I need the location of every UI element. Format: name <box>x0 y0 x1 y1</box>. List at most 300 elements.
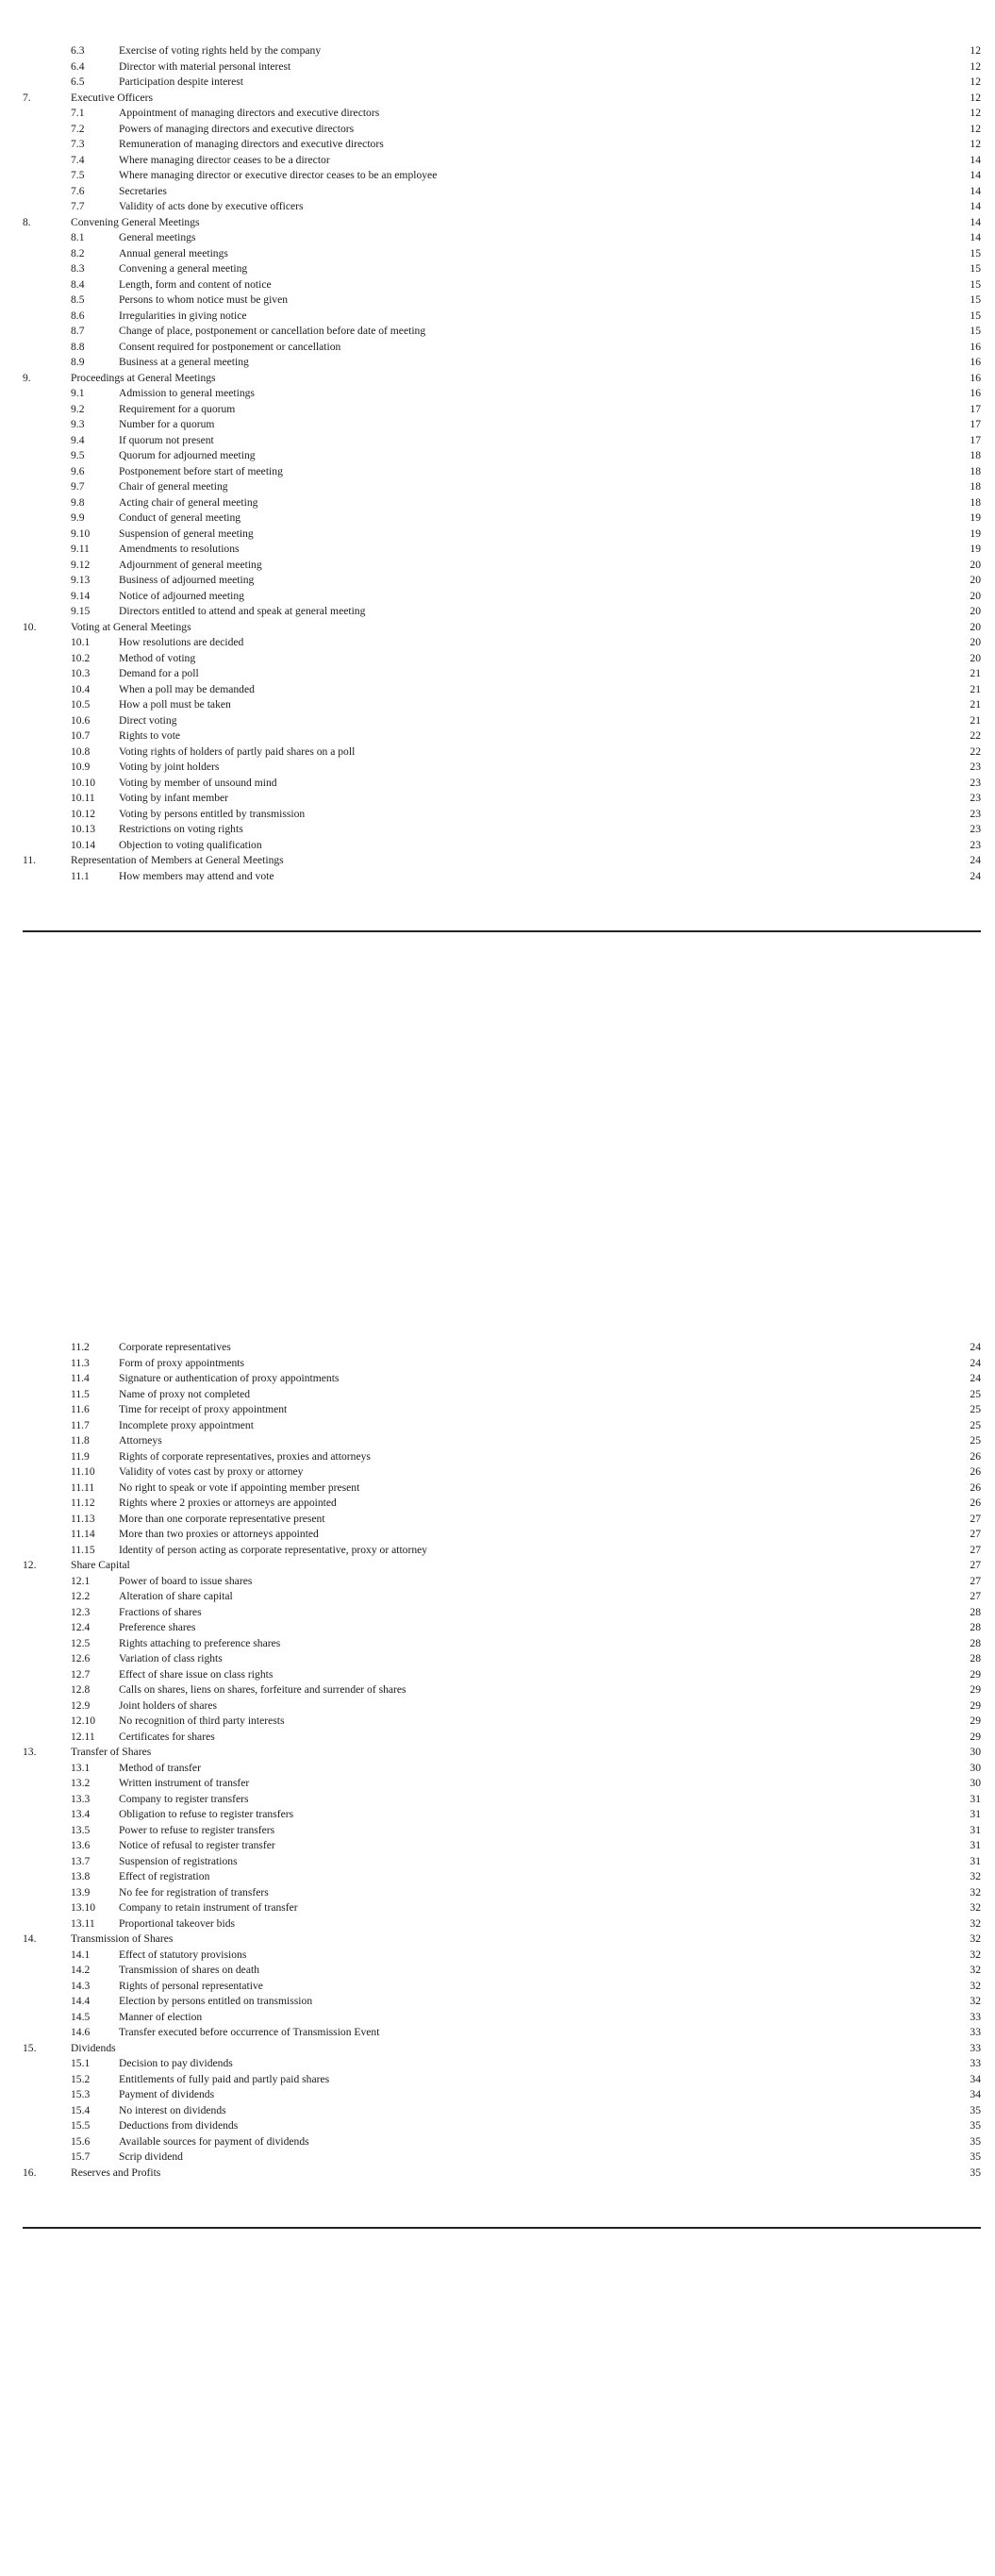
toc-subsection-row <box>0 1761 995 1777</box>
toc-page-number: 15 <box>970 293 981 306</box>
toc-page-number: 26 <box>970 1480 981 1494</box>
toc-number: 11.9 <box>71 1449 90 1463</box>
toc-title: Attorneys <box>119 1434 162 1447</box>
toc-title: Consent required for postponement or cancellation <box>119 340 341 353</box>
toc-subsection-row <box>0 137 995 153</box>
toc-subsection-row <box>0 2010 995 2026</box>
toc-number: 11.15 <box>71 1543 95 1556</box>
toc-title: Number for a quorum <box>119 418 215 430</box>
toc-page-number: 33 <box>970 2010 981 2023</box>
toc-title: Obligation to refuse to register transfers <box>119 1808 294 1820</box>
toc-section-row <box>0 2041 995 2057</box>
toc-title: Payment of dividends <box>119 2088 215 2100</box>
toc-subsection-row <box>0 1387 995 1403</box>
toc-page-number: 21 <box>970 698 981 711</box>
toc-number: 15.5 <box>71 2119 91 2132</box>
toc-section-row <box>0 215 995 231</box>
toc-title: Restrictions on voting rights <box>119 823 243 835</box>
toc-page-number: 20 <box>970 636 981 648</box>
toc-title: Effect of share issue on class rights <box>119 1667 274 1681</box>
toc-page-number: 35 <box>970 2166 981 2179</box>
toc-title: Exercise of voting rights held by the company <box>119 44 322 57</box>
toc-title: Power of board to issue shares <box>119 1574 253 1587</box>
toc-subsection-row <box>0 1869 995 1885</box>
toc-number: 14.5 <box>71 2010 91 2023</box>
toc-subsection-row <box>0 168 995 184</box>
toc-page-number: 27 <box>970 1574 981 1587</box>
toc-section-row <box>0 853 995 869</box>
toc-number: 13.2 <box>71 1777 91 1789</box>
toc-page-number: 31 <box>970 1792 981 1805</box>
toc-number: 11.2 <box>71 1341 90 1353</box>
toc-page-number: 28 <box>970 1652 981 1664</box>
toc-page-number: 32 <box>970 1885 981 1899</box>
toc-title: Rights of personal representative <box>119 1979 263 1992</box>
toc-page-number: 17 <box>970 402 981 415</box>
toc-subsection-row <box>0 510 995 527</box>
toc-page-number: 14 <box>970 200 981 212</box>
toc-page-number: 27 <box>970 1528 981 1540</box>
toc-page-number: 29 <box>970 1683 981 1696</box>
toc-number: 14.2 <box>71 1964 91 1976</box>
toc-number: 13.10 <box>71 1901 96 1914</box>
toc-subsection-row <box>0 1464 995 1480</box>
toc-section-row <box>0 620 995 636</box>
toc-page-number: 21 <box>970 682 981 695</box>
toc-number: 9.5 <box>71 449 85 461</box>
toc-number: 16. <box>23 2166 37 2179</box>
toc-subsection-row <box>0 1792 995 1808</box>
toc-number: 6.3 <box>71 44 85 57</box>
toc-page-number: 23 <box>970 792 981 804</box>
toc-subsection-row <box>0 2087 995 2103</box>
toc-title: Certificates for shares <box>119 1730 215 1743</box>
toc-page-number: 15 <box>970 277 981 291</box>
toc-number: 8.9 <box>71 356 85 368</box>
toc-title: No right to speak or vote if appointing member present <box>119 1480 360 1494</box>
toc-title: Business at a general meeting <box>119 356 249 368</box>
toc-title: Proceedings at General Meetings <box>71 371 216 384</box>
toc-number: 11.8 <box>71 1434 90 1447</box>
toc-title: Scrip dividend <box>119 2150 183 2163</box>
toc-subsection-row <box>0 791 995 807</box>
toc-number: 12.1 <box>71 1574 91 1587</box>
toc-number: 11. <box>23 854 37 866</box>
toc-page-number: 15 <box>970 309 981 322</box>
toc-subsection-row <box>0 1667 995 1683</box>
toc-number: 10.9 <box>71 761 91 773</box>
toc-subsection-row <box>0 1730 995 1746</box>
toc-subsection-row <box>0 246 995 262</box>
toc-page-number: 20 <box>970 651 981 664</box>
toc-subsection-row <box>0 1480 995 1497</box>
toc-title: Validity of votes cast by proxy or attorney <box>119 1465 304 1478</box>
toc-page-number: 34 <box>970 2072 981 2085</box>
toc-title: More than one corporate representative present <box>119 1512 325 1525</box>
toc-subsection-row <box>0 869 995 885</box>
toc-page-number: 33 <box>970 2026 981 2038</box>
toc-title: Alteration of share capital <box>119 1590 233 1602</box>
toc-number: 7.7 <box>71 200 85 212</box>
toc-subsection-row <box>0 448 995 464</box>
toc-number: 12.6 <box>71 1652 91 1664</box>
toc-title: Rights of corporate representatives, proxies and attorneys <box>119 1449 371 1463</box>
toc-page-number: 24 <box>970 869 981 882</box>
toc-number: 10.4 <box>71 682 91 695</box>
toc-page-number: 31 <box>970 1839 981 1851</box>
toc-page-number: 12 <box>970 91 981 104</box>
toc-page-number: 27 <box>970 1512 981 1525</box>
toc-subsection-row <box>0 2072 995 2088</box>
toc-subsection-row <box>0 1371 995 1387</box>
toc-number: 9.13 <box>71 574 91 586</box>
toc-title: How resolutions are decided <box>119 636 244 648</box>
toc-number: 12.10 <box>71 1715 96 1727</box>
toc-subsection-row <box>0 1402 995 1418</box>
toc-number: 7.2 <box>71 122 85 135</box>
toc-page-number: 18 <box>970 495 981 509</box>
toc-title: Quorum for adjourned meeting <box>119 449 256 461</box>
toc-subsection-row <box>0 230 995 246</box>
toc-title: Time for receipt of proxy appointment <box>119 1403 288 1415</box>
toc-subsection-row <box>0 386 995 402</box>
toc-page-number: 19 <box>970 543 981 555</box>
toc-subsection-row <box>0 1823 995 1839</box>
toc-title: Proportional takeover bids <box>119 1916 235 1930</box>
toc-title: Variation of class rights <box>119 1652 223 1664</box>
toc-subsection-row <box>0 340 995 356</box>
toc-subsection-row <box>0 2025 995 2041</box>
toc-title: Voting by persons entitled by transmission <box>119 807 306 820</box>
toc-number: 9.1 <box>71 387 85 399</box>
toc-subsection-row <box>0 309 995 325</box>
toc-page-number: 23 <box>970 838 981 851</box>
toc-title: Irregularities in giving notice <box>119 309 247 322</box>
toc-page-number: 20 <box>970 620 981 633</box>
toc-subsection-row <box>0 1698 995 1715</box>
toc-page-number: 12 <box>970 75 981 88</box>
toc-number: 9. <box>23 371 31 384</box>
toc-number: 12.9 <box>71 1698 91 1712</box>
toc-number: 15.4 <box>71 2103 91 2116</box>
toc-number: 10.3 <box>71 667 91 679</box>
toc-number: 11.4 <box>71 1372 90 1384</box>
toc-section-row <box>0 2166 995 2182</box>
toc-number: 13.4 <box>71 1808 91 1820</box>
toc-number: 15.3 <box>71 2088 91 2100</box>
toc-subsection-row <box>0 635 995 651</box>
toc-title: Dividends <box>71 2041 116 2054</box>
toc-title: General meetings <box>119 231 196 243</box>
toc-number: 8.1 <box>71 231 85 243</box>
toc-subsection-row <box>0 1527 995 1543</box>
toc-number: 11.13 <box>71 1512 95 1525</box>
toc-page-number: 25 <box>970 1403 981 1415</box>
toc-subsection-row <box>0 43 995 59</box>
toc-number: 13.9 <box>71 1885 91 1899</box>
toc-page-number: 31 <box>970 1808 981 1820</box>
toc-subsection-row <box>0 822 995 838</box>
toc-subsection-row <box>0 1620 995 1636</box>
toc-page-number: 16 <box>970 371 981 384</box>
toc-number: 15.7 <box>71 2150 91 2163</box>
toc-number: 14.1 <box>71 1948 91 1961</box>
toc-page-1 <box>0 43 995 884</box>
toc-number: 15.1 <box>71 2057 91 2069</box>
toc-number: 12.5 <box>71 1636 91 1649</box>
toc-subsection-row <box>0 1356 995 1372</box>
toc-subsection-row <box>0 1963 995 1979</box>
toc-number: 10.13 <box>71 823 96 835</box>
toc-title: Joint holders of shares <box>119 1698 218 1712</box>
toc-page-number: 14 <box>970 153 981 166</box>
toc-page-number: 24 <box>970 1356 981 1369</box>
toc-subsection-row <box>0 355 995 371</box>
toc-number: 15. <box>23 2041 37 2054</box>
toc-subsection-row <box>0 2149 995 2166</box>
toc-title: Requirement for a quorum <box>119 402 236 415</box>
toc-subsection-row <box>0 682 995 698</box>
toc-number: 14. <box>23 1932 37 1945</box>
toc-number: 10.6 <box>71 713 91 727</box>
toc-subsection-row <box>0 697 995 713</box>
toc-subsection-row <box>0 2118 995 2134</box>
toc-title: Incomplete proxy appointment <box>119 1418 254 1431</box>
toc-number: 13.7 <box>71 1854 91 1867</box>
toc-number: 13.11 <box>71 1916 95 1930</box>
toc-number: 8.7 <box>71 325 85 337</box>
toc-number: 11.10 <box>71 1465 95 1478</box>
toc-page-number: 15 <box>970 325 981 337</box>
toc-number: 8.3 <box>71 262 85 275</box>
toc-number: 12.3 <box>71 1605 91 1618</box>
toc-subsection-row <box>0 1449 995 1465</box>
toc-number: 8. <box>23 215 31 228</box>
toc-page-number: 26 <box>970 1497 981 1509</box>
toc-page-number: 32 <box>970 1979 981 1992</box>
toc-title: Transfer of Shares <box>71 1746 152 1758</box>
toc-page-number: 12 <box>970 44 981 57</box>
toc-subsection-row <box>0 1854 995 1870</box>
toc-title: Suspension of registrations <box>119 1854 238 1867</box>
toc-subsection-row <box>0 1574 995 1590</box>
toc-subsection-row <box>0 417 995 433</box>
toc-subsection-row <box>0 324 995 340</box>
toc-title: Convening a general meeting <box>119 262 248 275</box>
toc-title: Amendments to resolutions <box>119 543 240 555</box>
toc-title: Voting at General Meetings <box>71 620 191 633</box>
toc-subsection-row <box>0 1605 995 1621</box>
toc-title: Identity of person acting as corporate representative, proxy or attorney <box>119 1543 428 1556</box>
toc-section-row <box>0 1558 995 1574</box>
toc-number: 9.6 <box>71 464 85 477</box>
toc-number: 7.5 <box>71 169 85 181</box>
toc-title: Postponement before start of meeting <box>119 464 283 477</box>
toc-page-number: 14 <box>970 169 981 181</box>
toc-title: Fractions of shares <box>119 1605 202 1618</box>
toc-title: Calls on shares, liens on shares, forfeiture and surrender of shares <box>119 1683 406 1696</box>
toc-subsection-row <box>0 1776 995 1792</box>
toc-title: Where managing director ceases to be a director <box>119 153 330 166</box>
toc-section-row <box>0 371 995 387</box>
toc-subsection-row <box>0 1512 995 1528</box>
toc-page-number: 32 <box>970 1964 981 1976</box>
toc-page-number: 19 <box>970 527 981 540</box>
toc-title: Transmission of shares on death <box>119 1964 259 1976</box>
toc-title: Company to register transfers <box>119 1792 249 1805</box>
toc-page-number: 35 <box>970 2103 981 2116</box>
toc-page-number: 23 <box>970 807 981 820</box>
toc-number: 10.7 <box>71 729 91 742</box>
toc-title: Rights attaching to preference shares <box>119 1636 281 1649</box>
toc-title: Conduct of general meeting <box>119 511 241 524</box>
toc-number: 8.2 <box>71 246 85 259</box>
toc-subsection-row <box>0 1636 995 1652</box>
toc-title: Secretaries <box>119 184 167 197</box>
toc-number: 9.2 <box>71 402 85 415</box>
toc-number: 9.15 <box>71 605 91 617</box>
toc-page-number: 16 <box>970 340 981 353</box>
toc-subsection-row <box>0 261 995 277</box>
toc-page-number: 32 <box>970 1932 981 1945</box>
toc-subsection-row <box>0 1900 995 1916</box>
toc-page-number: 32 <box>970 1870 981 1882</box>
toc-number: 12. <box>23 1559 37 1571</box>
toc-page-number: 33 <box>970 2057 981 2069</box>
toc-section-row <box>0 1745 995 1761</box>
toc-page-number: 23 <box>970 823 981 835</box>
toc-number: 9.4 <box>71 433 85 446</box>
toc-title: Share Capital <box>71 1559 130 1571</box>
toc-page-number: 15 <box>970 246 981 259</box>
toc-number: 6.5 <box>71 75 85 88</box>
toc-number: 9.10 <box>71 527 91 540</box>
toc-page-number: 31 <box>970 1823 981 1836</box>
toc-title: Participation despite interest <box>119 75 244 88</box>
toc-page-number: 22 <box>970 744 981 758</box>
toc-page-number: 30 <box>970 1761 981 1774</box>
toc-number: 11.6 <box>71 1403 90 1415</box>
toc-subsection-row <box>0 1885 995 1901</box>
toc-title: Rights to vote <box>119 729 181 742</box>
toc-title: Corporate representatives <box>119 1341 231 1353</box>
toc-subsection-row <box>0 1807 995 1823</box>
toc-number: 14.4 <box>71 1995 91 2007</box>
toc-subsection-row <box>0 1543 995 1559</box>
toc-page-number: 21 <box>970 667 981 679</box>
toc-number: 10.2 <box>71 651 91 664</box>
toc-page-number: 16 <box>970 356 981 368</box>
toc-number: 10.1 <box>71 636 91 648</box>
toc-title: Validity of acts done by executive officers <box>119 200 304 212</box>
toc-subsection-row <box>0 542 995 558</box>
toc-section-row <box>0 1932 995 1948</box>
toc-number: 7.6 <box>71 184 85 197</box>
toc-number: 9.14 <box>71 589 91 602</box>
toc-number: 8.6 <box>71 309 85 322</box>
toc-title: How a poll must be taken <box>119 698 231 711</box>
toc-page-number: 15 <box>970 262 981 275</box>
toc-number: 10.11 <box>71 792 95 804</box>
toc-title: Transfer executed before occurrence of Transmission Event <box>119 2026 380 2038</box>
toc-title: Chair of general meeting <box>119 480 228 493</box>
toc-title: Method of voting <box>119 651 196 664</box>
toc-title: Power to refuse to register transfers <box>119 1823 275 1836</box>
toc-number: 10.10 <box>71 776 96 789</box>
toc-title: Method of transfer <box>119 1761 201 1774</box>
toc-title: Available sources for payment of dividends <box>119 2134 309 2148</box>
toc-page-number: 18 <box>970 480 981 493</box>
toc-number: 12.7 <box>71 1667 91 1681</box>
toc-title: Notice of refusal to register transfer <box>119 1839 275 1851</box>
toc-page-number: 18 <box>970 464 981 477</box>
toc-page-number: 34 <box>970 2088 981 2100</box>
toc-subsection-row <box>0 728 995 744</box>
toc-subsection-row <box>0 495 995 511</box>
toc-subsection-row <box>0 1948 995 1964</box>
toc-title: Rights where 2 proxies or attorneys are appointed <box>119 1497 337 1509</box>
toc-page-number: 20 <box>970 574 981 586</box>
toc-title: Remuneration of managing directors and executive directors <box>119 138 384 150</box>
toc-subsection-row <box>0 744 995 761</box>
toc-page-2 <box>0 1340 995 2181</box>
toc-page-number: 24 <box>970 1372 981 1384</box>
toc-number: 10.12 <box>71 807 96 820</box>
toc-title: Powers of managing directors and executive directors <box>119 122 355 135</box>
toc-number: 11.11 <box>71 1480 95 1494</box>
toc-subsection-row <box>0 1433 995 1449</box>
toc-page-number: 26 <box>970 1449 981 1463</box>
toc-subsection-row <box>0 1994 995 2010</box>
toc-subsection-row <box>0 433 995 449</box>
toc-number: 10.5 <box>71 698 91 711</box>
toc-title: Entitlements of fully paid and partly paid shares <box>119 2072 330 2085</box>
toc-page-number: 23 <box>970 776 981 789</box>
toc-page-number: 14 <box>970 184 981 197</box>
toc-title: Signature or authentication of proxy appointments <box>119 1372 340 1384</box>
toc-number: 14.3 <box>71 1979 91 1992</box>
toc-subsection-row <box>0 589 995 605</box>
toc-subsection-row <box>0 1979 995 1995</box>
toc-subsection-row <box>0 558 995 574</box>
toc-title: Demand for a poll <box>119 667 199 679</box>
toc-number: 13.3 <box>71 1792 91 1805</box>
toc-subsection-row <box>0 2134 995 2150</box>
toc-number: 13.8 <box>71 1870 91 1882</box>
toc-number: 11.3 <box>71 1356 90 1369</box>
toc-subsection-row <box>0 573 995 589</box>
toc-title: Admission to general meetings <box>119 387 255 399</box>
toc-title: Adjournment of general meeting <box>119 558 262 571</box>
toc-title: Election by persons entitled on transmission <box>119 1995 313 2007</box>
toc-number: 13. <box>23 1746 37 1758</box>
toc-number: 10. <box>23 620 37 633</box>
toc-subsection-row <box>0 2103 995 2119</box>
toc-page-number: 14 <box>970 231 981 243</box>
toc-page-number: 25 <box>970 1434 981 1447</box>
toc-title: Reserves and Profits <box>71 2166 161 2179</box>
toc-title: Length, form and content of notice <box>119 277 272 291</box>
toc-page-number: 16 <box>970 387 981 399</box>
toc-page-number: 24 <box>970 854 981 866</box>
toc-page-number: 35 <box>970 2150 981 2163</box>
toc-page-number: 21 <box>970 713 981 727</box>
toc-page-number: 12 <box>970 59 981 73</box>
toc-page-number: 24 <box>970 1341 981 1353</box>
toc-subsection-row <box>0 122 995 138</box>
toc-page-number: 32 <box>970 1901 981 1914</box>
toc-page-number: 30 <box>970 1746 981 1758</box>
